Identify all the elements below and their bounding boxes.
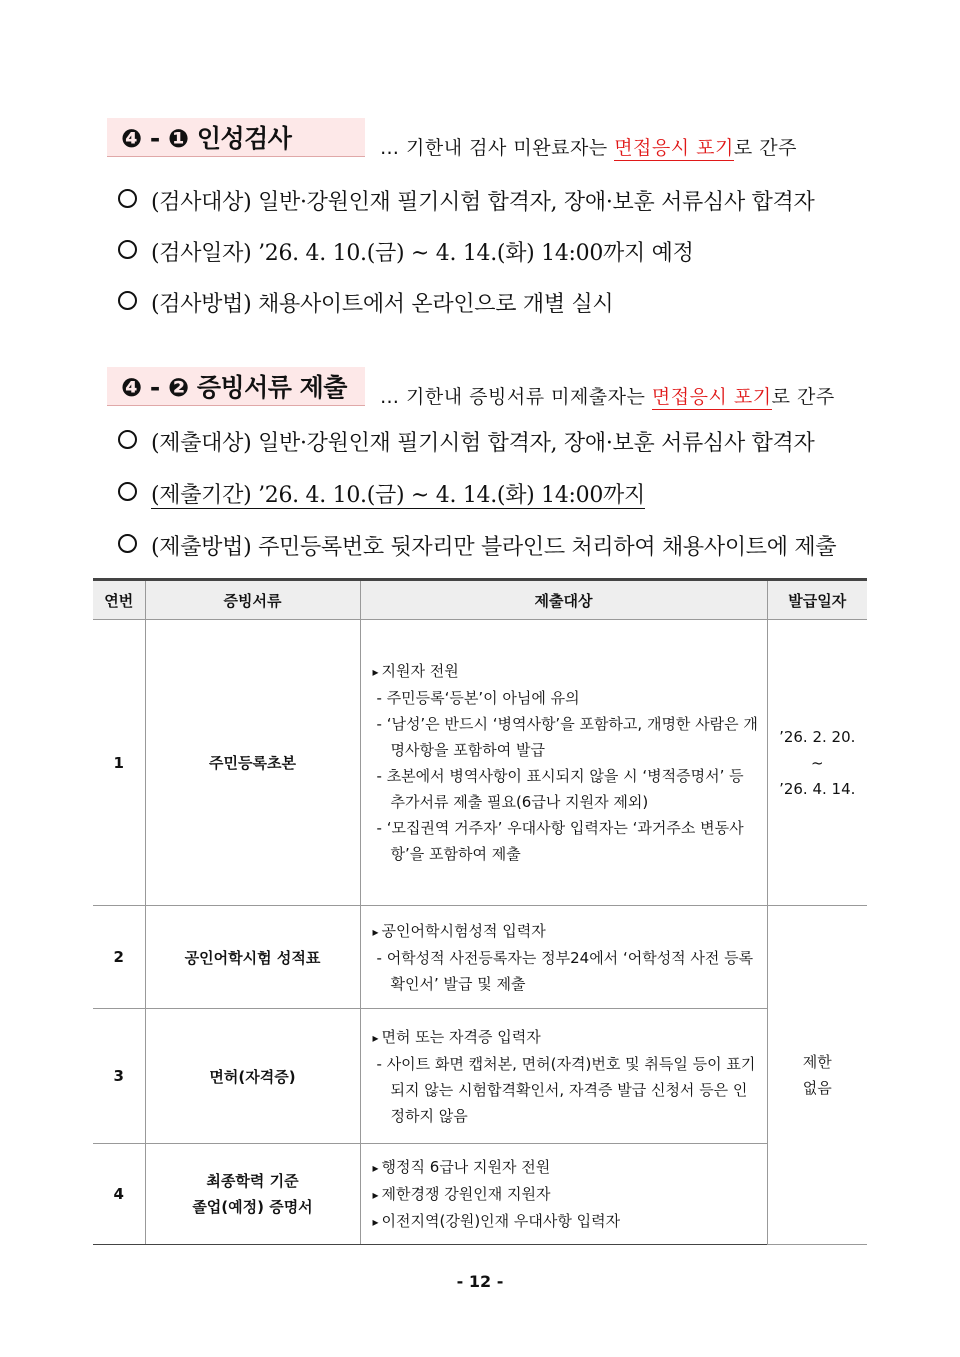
circle-bullet-icon: [118, 291, 137, 310]
row-document: 면허(자격증): [145, 1009, 360, 1144]
row-no: 1: [93, 620, 145, 906]
row-document: 주민등록초본: [145, 620, 360, 906]
table-row: [93, 906, 867, 1009]
bullet-item: (제출대상) 일반·강원인재 필기시험 합격자, 장애·보훈 서류심사 합격자: [118, 426, 814, 457]
circle-bullet-icon: [118, 430, 137, 449]
table-row: [93, 1009, 867, 1144]
row-document: 공인어학시험 성적표: [145, 906, 360, 1009]
row-target: ▸ 지원자 전원 - 주민등록‘등본’이 아님에 유의 - ‘남성’은 반드시 ‘병역사항’을 포함하고, 개명한 사람은 개명사항을 포함하여 발급 - 초본에서 병역사항이 표시되지 않을 시 ‘병적증명서’ 등 추가서류 제출 필요(6급나 지원자 제외) - ‘모집권역 거주자’ 우대사항 입력자는 ‘과거주소 변동사항’을 포함하여 제출: [360, 620, 767, 906]
section-header-personality-test: [107, 118, 365, 157]
header-issue-date: 발급일자: [767, 580, 867, 620]
row-no: 4: [93, 1144, 145, 1245]
bullet-item: (제출방법) 주민등록번호 뒷자리만 블라인드 처리하여 채용사이트에 제출: [118, 530, 836, 561]
section-title: ❹ - ❷ 증빙서류 제출: [121, 373, 347, 402]
row-no: 2: [93, 906, 145, 1009]
section-title: ❹ - ❶ 인성검사: [121, 124, 292, 153]
row-issue-date: ’26. 2. 20. ~ ’26. 4. 14.: [767, 620, 867, 906]
note-highlight: 면접응시 포기: [614, 137, 734, 159]
bullet-item: (검사대상) 일반·강원인재 필기시험 합격자, 장애·보훈 서류심사 합격자: [118, 185, 814, 216]
circle-bullet-icon: [118, 189, 137, 208]
circle-bullet-icon: [118, 534, 137, 553]
row-target: ▸ 면허 또는 자격증 입력자 - 사이트 화면 캡처본, 면허(자격)번호 및 취득일 등이 표기되지 않는 시험합격확인서, 자격증 발급 신청서 등은 인정하지 않음: [360, 1009, 767, 1144]
note-highlight: 면접응시 포기: [651, 386, 772, 408]
bullet-item: (검사일자) ’26. 4. 10.(금) ~ 4. 14.(화) 14:00까지 예정: [118, 236, 694, 267]
row-issue-date-merged: 제한 없음: [767, 906, 867, 1245]
row-target: ▸ 행정직 6급나 지원자 전원 ▸ 제한경쟁 강원인재 지원자 ▸ 이전지역(강원)인재 우대사항 입력자: [360, 1144, 767, 1245]
row-document: 최종학력 기준 졸업(예정) 증명서: [145, 1144, 360, 1245]
documents-table: [93, 578, 867, 1245]
section-note: … 기한내 검사 미완료자는 면접응시 포기로 간주: [380, 137, 797, 159]
section-note: … 기한내 증빙서류 미제출자는 면접응시 포기로 간주: [380, 386, 835, 408]
circle-bullet-icon: [118, 240, 137, 259]
header-no: 연번: [93, 580, 145, 620]
section-header-documents: [107, 367, 365, 406]
table-row: [93, 1144, 867, 1245]
bullet-item: (검사방법) 채용사이트에서 온라인으로 개별 실시: [118, 287, 613, 318]
row-no: 3: [93, 1009, 145, 1144]
page-number: - 12 -: [456, 1272, 504, 1291]
bullet-item: (제출기간) ’26. 4. 10.(금) ~ 4. 14.(화) 14:00까지: [118, 478, 645, 509]
header-target: 제출대상: [360, 580, 767, 620]
table-header-row: [93, 580, 867, 620]
header-document: 증빙서류: [145, 580, 360, 620]
circle-bullet-icon: [118, 482, 137, 501]
table-row: [93, 620, 867, 906]
row-target: ▸ 공인어학시험성적 입력자 - 어학성적 사전등록자는 정부24에서 ‘어학성적 사전 등록 확인서’ 발급 및 제출: [360, 906, 767, 1009]
